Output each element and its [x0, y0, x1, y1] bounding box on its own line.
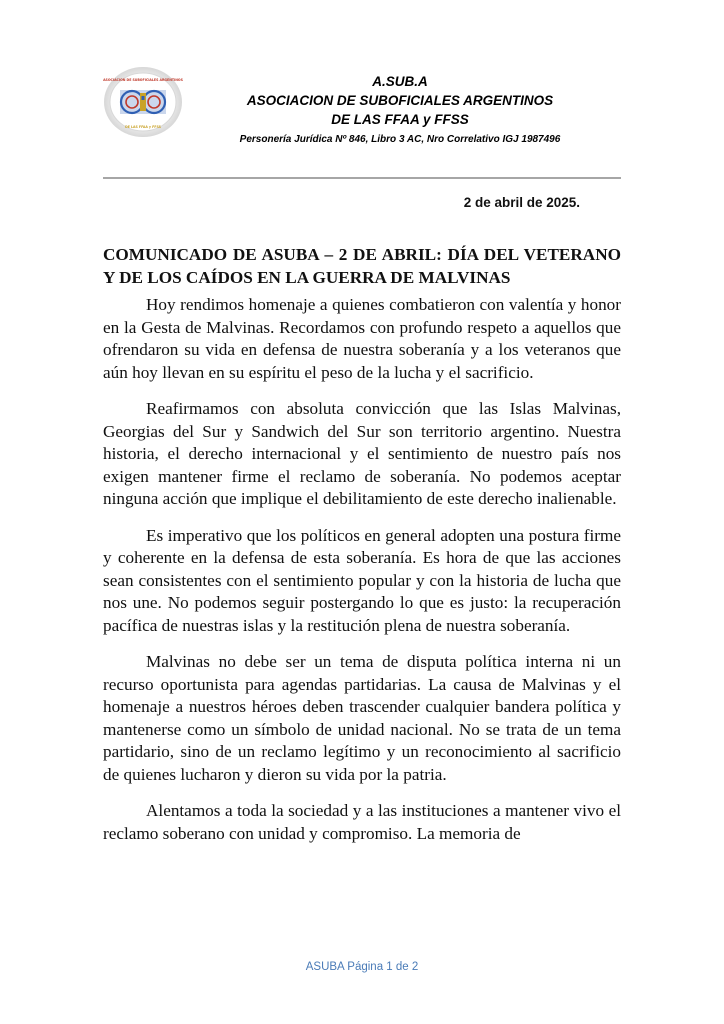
document-title: COMUNICADO DE ASUBA – 2 DE ABRIL: DÍA DEL VETERANO Y DE LOS CAÍDOS EN LA GUERRA DE MALVINAS [103, 245, 621, 287]
paragraph-3: Es imperativo que los políticos en general adopten una postura firme y coherente en la defensa de esta soberanía. Es hora de que las acciones sean consistentes con el sentimiento popular y con la historia de lucha que nos une. No podemos seguir postergando lo que es justo: la recuperación pacífica de nuestras islas y la restitución plena de nuestra soberanía. [103, 525, 621, 635]
logo-text-bottom: DE LAS FFAA y FFSS [125, 125, 161, 129]
org-short-name: A.SUB.A [372, 74, 428, 89]
paragraph-2: Reafirmamos con absoluta convicción que las Islas Malvinas, Georgias del Sur y Sandwich del Sur son territorio argentino. Nuestra historia, el derecho internacional y el sentimiento de nuestro país nos exigen mantener firme el reclamo de soberanía. No podemos aceptar ninguna acción que implique el debilitamiento de este derecho inalienable. [103, 399, 621, 508]
legal-registration: Personería Jurídica Nº 846, Libro 3 AC, Nro Correlativo IGJ 1987496 [239, 134, 561, 145]
letterhead [200, 72, 600, 148]
document-date: 2 de abril de 2025. [463, 195, 580, 210]
paragraph-4: Malvinas no debe ser un tema de disputa política interna ni un recurso oportunista para agendas partidarias. La causa de Malvinas y el homenaje a nuestros héroes deben trascender cualquier bandera política y mantenerse como un símbolo de unidad nacional. No se trata de un tema partidario, sino de un reclamo legítimo y un reconocimiento al sacrificio de quienes lucharon y dieron su vida por la patria. [103, 652, 621, 784]
paragraph-5: Alentamos a toda la sociedad y a las instituciones a mantener vivo el reclamo soberano con unidad y compromiso. La memoria de [103, 801, 621, 843]
logo-text-top: ASOCIACION DE SUBOFICIALES ARGENTINOS [103, 78, 183, 82]
paragraph-1: Hoy rendimos homenaje a quienes combatieron con valentía y honor en la Gesta de Malvinas. Recordamos con profundo respeto a aquellos que ofrendaron su vida en defensa de nuestra soberanía y a los veteranos que aún hoy llevan en su espíritu el peso de la lucha y el sacrificio. [103, 295, 621, 382]
header-divider [103, 177, 621, 179]
page-footer: ASUBA Página 1 de 2 [305, 961, 419, 973]
org-name-line2: DE LAS FFAA y FFSS [331, 112, 469, 127]
org-name-line1: ASOCIACION DE SUBOFICIALES ARGENTINOS [246, 93, 554, 108]
document-body [103, 244, 621, 859]
asuba-logo [103, 66, 183, 138]
